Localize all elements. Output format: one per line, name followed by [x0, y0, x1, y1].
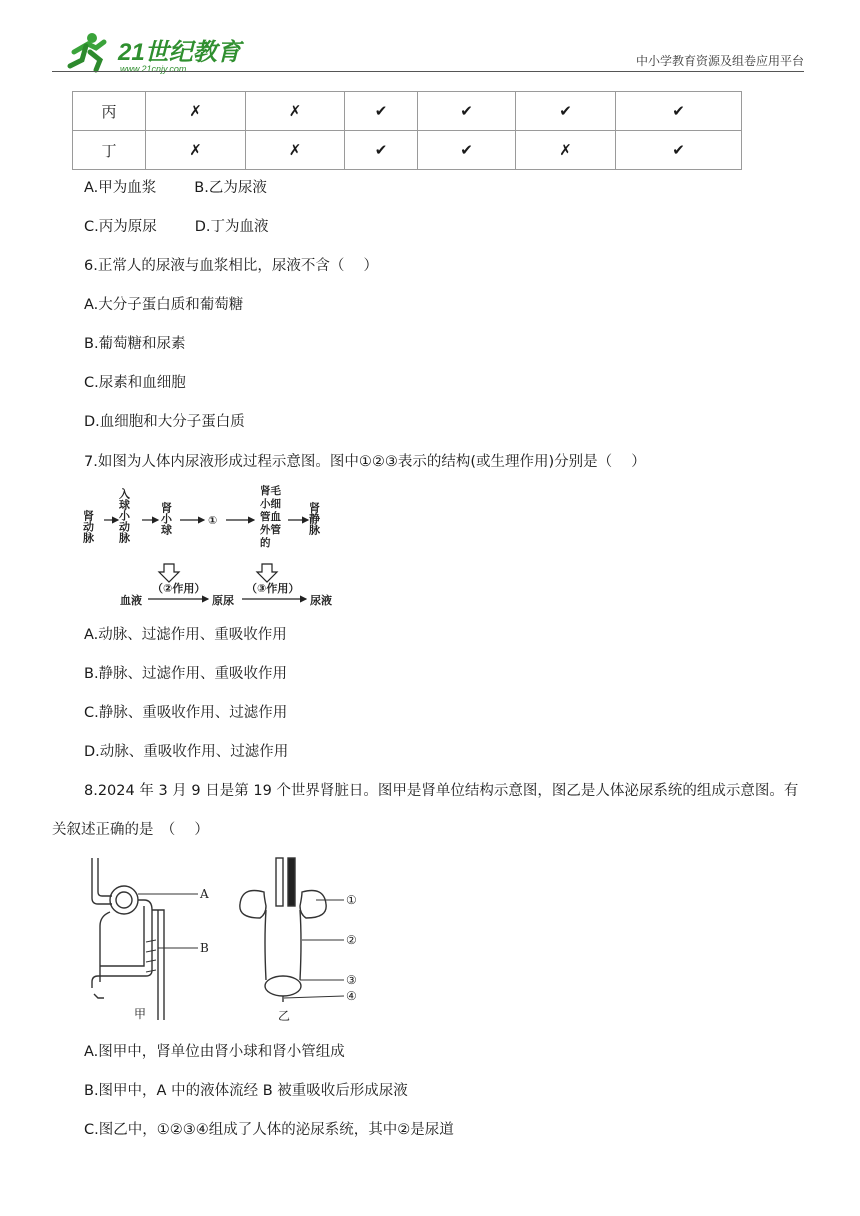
q5-option-b: B.乙为尿液 — [194, 180, 267, 196]
row-label: 丁 — [73, 131, 146, 170]
q7-option-a: A.动脉、过滤作用、重吸收作用 — [84, 627, 287, 643]
diagram-n3: 肾小球 — [159, 502, 173, 535]
q8-option-b: B.图甲中，A 中的液体流经 B 被重吸收后形成尿液 — [84, 1083, 408, 1099]
diagram-b5: 尿液 — [310, 594, 332, 607]
q7-option-d: D.动脉、重吸收作用、过滤作用 — [84, 744, 289, 760]
table-cell: ✔ — [418, 131, 516, 170]
diagram-n2: 入球小动脉 — [117, 488, 131, 543]
site-logo — [60, 30, 260, 74]
table-row — [73, 92, 742, 131]
diagram-n6: 肾静脉 — [307, 502, 321, 535]
marker-2: ② — [346, 933, 357, 947]
table-cell: ✔ — [516, 92, 616, 131]
table-cell: ✗ — [146, 131, 246, 170]
header-divider — [52, 71, 804, 72]
table-cell: ✔ — [345, 131, 418, 170]
table-cell: ✗ — [516, 131, 616, 170]
diagram-b1: 血液 — [120, 594, 142, 607]
row-label: 丙 — [73, 92, 146, 131]
table-cell: ✔ — [616, 92, 742, 131]
svg-text:管血: 管血 — [260, 511, 281, 523]
page-header — [52, 28, 804, 74]
header-platform-text: 中小学教育资源及组卷应用平台 — [635, 54, 804, 68]
table-cell: ✔ — [616, 131, 742, 170]
svg-text:外管: 外管 — [260, 524, 281, 536]
answer-table — [72, 91, 742, 170]
svg-text:www.21cnjy.com: www.21cnjy.com — [120, 64, 187, 74]
q5-option-a: A.甲为血浆 — [84, 180, 157, 196]
marker-4: ④ — [346, 989, 357, 1003]
svg-text:的: 的 — [260, 537, 271, 549]
diagram-b2: （②作用） — [152, 582, 206, 595]
q6-option-c: C.尿素和血细胞 — [84, 375, 186, 391]
q7-option-b: B.静脉、过滤作用、重吸收作用 — [84, 666, 288, 682]
urine-formation-diagram — [81, 482, 354, 612]
q8-option-a: A.图甲中，肾单位由肾小球和肾小管组成 — [84, 1044, 345, 1060]
svg-text:21世纪教育: 21世纪教育 — [118, 39, 241, 66]
table-row — [73, 131, 742, 170]
diagram-n4: ① — [208, 514, 218, 527]
marker-3: ③ — [346, 973, 357, 987]
q7-option-c: C.静脉、重吸收作用、过滤作用 — [84, 705, 288, 721]
caption-yi: 乙 — [278, 1009, 291, 1023]
q6-option-d: D.血细胞和大分子蛋白质 — [84, 414, 245, 430]
svg-text:小细: 小细 — [260, 498, 281, 510]
caption-jia: 甲 — [134, 1007, 147, 1021]
q6-stem: 6.正常人的尿液与血浆相比，尿液不含（ ） — [84, 258, 378, 274]
table-cell: ✔ — [418, 92, 516, 131]
flow-arrows — [146, 940, 156, 972]
label-b: B — [200, 941, 209, 955]
q8-option-c: C.图乙中，①②③④组成了人体的泌尿系统，其中②是尿道 — [84, 1122, 454, 1138]
down-arrow-icon — [159, 564, 179, 582]
table-cell: ✗ — [246, 131, 345, 170]
nephron-diagram — [92, 858, 164, 1020]
q5-option-d: D.丁为血液 — [194, 219, 269, 235]
q8-stem-line1: 8.2024 年 3 月 9 日是第 19 个世界肾脏日。图甲是肾单位结构示意图，图乙是人体泌尿系统的组成示意图。有 — [84, 783, 799, 799]
down-arrow-icon — [257, 564, 277, 582]
diagram-b4: （③作用） — [246, 582, 300, 595]
runner-icon — [70, 33, 104, 70]
q5-options-row1 — [84, 176, 267, 197]
table-cell: ✗ — [146, 92, 246, 131]
diagram-n1: 肾动脉 — [81, 510, 95, 543]
kidney-figures — [80, 852, 380, 1024]
label-a: A — [200, 887, 209, 901]
q8-stem-line2: 关叙述正确的是 （ ） — [52, 822, 209, 838]
table-cell: ✔ — [345, 92, 418, 131]
q6-option-b: B.葡萄糖和尿素 — [84, 336, 186, 352]
table-cell: ✗ — [246, 92, 345, 131]
q5-options-row2 — [84, 215, 269, 236]
diagram-n5-block — [260, 484, 281, 549]
q6-option-a: A.大分子蛋白质和葡萄糖 — [84, 297, 244, 313]
q5-option-c: C.丙为原尿 — [84, 219, 157, 235]
diagram-b3: 原尿 — [212, 594, 234, 607]
q7-stem: 7.如图为人体内尿液形成过程示意图。图中①②③表示的结构(或生理作用)分别是（ ） — [84, 454, 646, 470]
svg-text:肾毛: 肾毛 — [260, 485, 281, 497]
marker-1: ① — [346, 893, 357, 907]
